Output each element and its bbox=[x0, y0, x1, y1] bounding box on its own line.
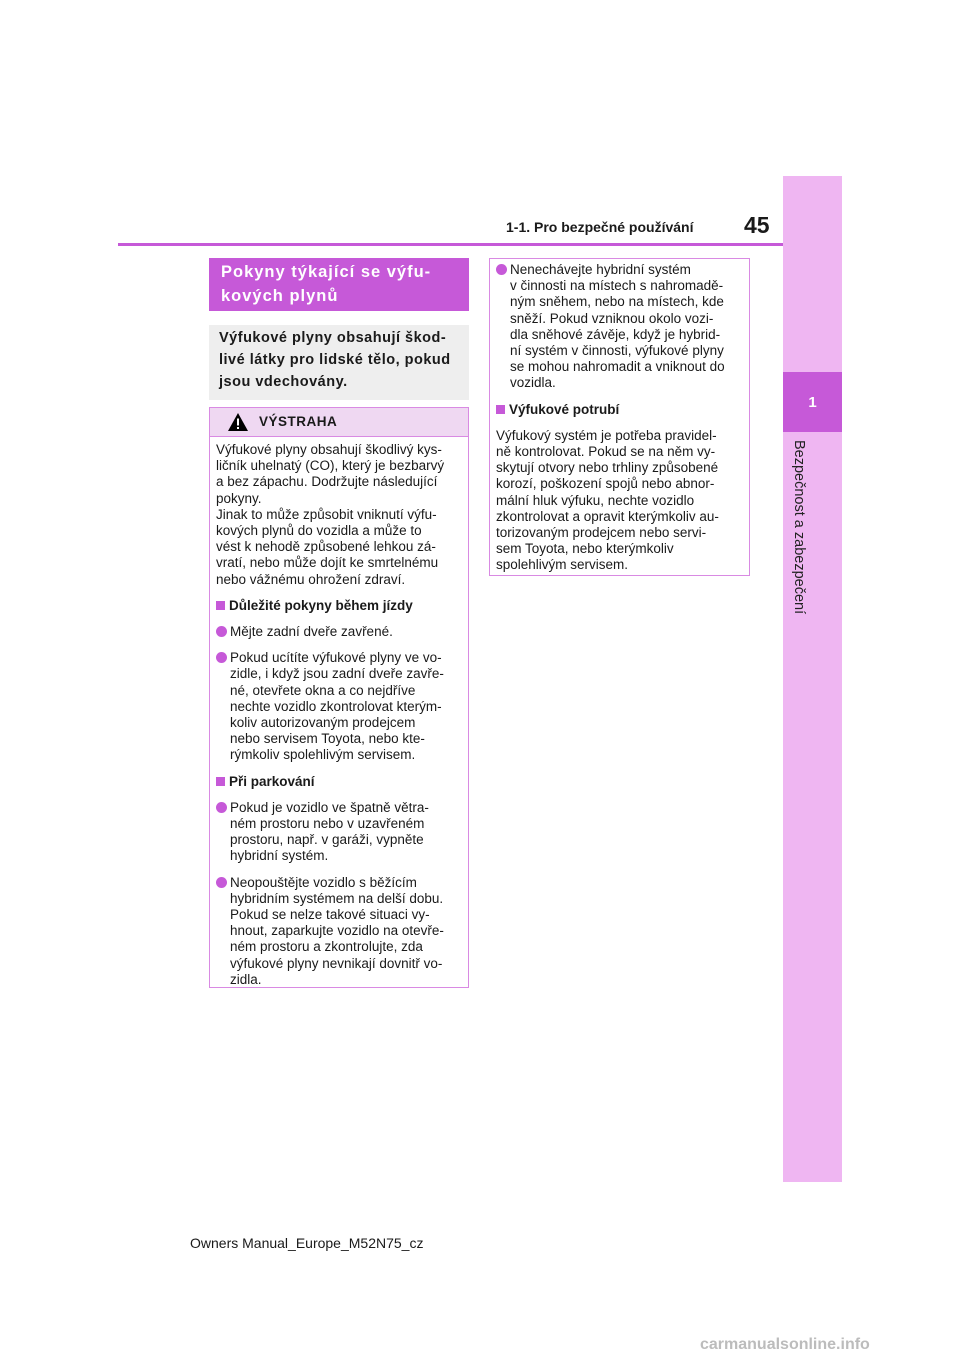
section-title: 1-1. Pro bezpečné používání bbox=[506, 219, 694, 235]
text-line: ně kontrolovat. Pokud se na něm vy- bbox=[496, 444, 716, 460]
text-line: sem Toyota, nebo kterýmkoliv bbox=[496, 541, 674, 557]
warning-body bbox=[210, 437, 468, 988]
text-line: rýmkoliv spolehlivým servisem. bbox=[230, 747, 416, 763]
text-line: Pokud je vozidlo ve špatně větra- bbox=[230, 799, 429, 815]
text-line: Mějte zadní dveře zavřené. bbox=[230, 624, 393, 640]
topic-heading-line: kových plynů bbox=[221, 287, 339, 305]
text-line: kových plynů do vozidla a může to bbox=[216, 523, 422, 539]
text-line: pokyny. bbox=[216, 490, 262, 506]
warning-header bbox=[210, 408, 468, 437]
bullet-text bbox=[230, 650, 462, 763]
warning-triangle-icon bbox=[227, 412, 249, 432]
parking-heading bbox=[216, 774, 462, 790]
exhaust-text bbox=[496, 428, 743, 574]
bullet-text bbox=[230, 624, 462, 640]
summary-line: jsou vdechovány. bbox=[219, 374, 348, 390]
text-line: hybridní systém. bbox=[230, 848, 329, 864]
text-line: ném prostoru nebo v uzavřeném bbox=[230, 816, 425, 832]
driving-heading-text: Důležité pokyny během jízdy bbox=[229, 597, 413, 613]
text-line: vozidla. bbox=[510, 375, 556, 391]
text-line: torizovaným prodejcem nebo servi- bbox=[496, 525, 707, 541]
list-item bbox=[496, 262, 743, 392]
page-number: 45 bbox=[744, 212, 770, 238]
text-line: mální hluk výfuku, nechte vozidlo bbox=[496, 492, 695, 508]
bullet-text bbox=[510, 262, 743, 392]
text-line: né, otevřete okna a co nejdříve bbox=[230, 682, 416, 698]
chapter-number: 1 bbox=[783, 372, 842, 432]
square-bullet-icon bbox=[216, 777, 225, 786]
text-line: ném prostoru a zkontrolujte, zda bbox=[230, 939, 423, 955]
list-item bbox=[216, 624, 462, 640]
warning-continuation-box bbox=[489, 258, 750, 576]
text-line: vratí, nebo může dojít ke smrtelnému bbox=[216, 555, 439, 571]
round-bullet-icon bbox=[216, 652, 227, 663]
text-line: a bez zápachu. Dodržujte následující bbox=[216, 474, 438, 490]
warning-title: VÝSTRAHA bbox=[259, 414, 338, 429]
parking-heading-text: Při parkování bbox=[229, 773, 315, 789]
text-line: Neopouštějte vozidlo s běžícím bbox=[230, 874, 417, 890]
round-bullet-icon bbox=[216, 802, 227, 813]
text-line: koliv autorizovaným prodejcem bbox=[230, 715, 416, 731]
text-line: zidle, i když jsou zadní dveře zavře- bbox=[230, 666, 444, 682]
summary-line: Výfukové plyny obsahují škod- bbox=[219, 330, 447, 346]
bullet-text bbox=[230, 800, 462, 865]
text-line: nebo servisem Toyota, nebo kte- bbox=[230, 731, 425, 747]
text-line: se mohou nahromadit a vniknout do bbox=[510, 359, 725, 375]
list-item bbox=[216, 875, 462, 988]
topic-summary bbox=[209, 325, 469, 400]
text-line: prostoru, např. v garáži, vypněte bbox=[230, 832, 424, 848]
header-rule bbox=[118, 243, 783, 246]
topic-heading-line: Pokyny týkající se výfu- bbox=[221, 263, 432, 281]
list-item bbox=[216, 650, 462, 763]
bullet-text bbox=[230, 875, 462, 988]
text-line: nechte vozidlo zkontrolovat kterým- bbox=[230, 698, 442, 714]
watermark: carmanualsonline.info bbox=[700, 1336, 870, 1353]
exhaust-heading-text: Výfukové potrubí bbox=[509, 401, 620, 417]
text-line: výfukové plyny nevnikají dovnitř vo- bbox=[230, 955, 443, 971]
warning-intro bbox=[216, 442, 462, 588]
text-line: Pokud ucítíte výfukové plyny ve vo- bbox=[230, 650, 442, 666]
square-bullet-icon bbox=[496, 405, 505, 414]
round-bullet-icon bbox=[216, 626, 227, 637]
text-line: ličník uhelnatý (CO), který je bezbarvý bbox=[216, 458, 445, 474]
text-line: Pokud se nelze takové situaci vy- bbox=[230, 907, 430, 923]
chapter-side-tab bbox=[783, 176, 842, 1182]
warning-box bbox=[209, 407, 469, 988]
driving-heading bbox=[216, 598, 462, 614]
round-bullet-icon bbox=[216, 877, 227, 888]
text-line: skytují otvory nebo trhliny způsobené bbox=[496, 460, 719, 476]
text-line: dla sněhové závěje, když je hybrid- bbox=[510, 326, 721, 342]
chapter-title: Bezpečnost a zabezpečení bbox=[791, 440, 807, 615]
round-bullet-icon bbox=[496, 264, 507, 275]
exhaust-heading bbox=[496, 402, 743, 418]
text-line: Nenechávejte hybridní systém bbox=[510, 262, 691, 277]
text-line: nebo vážnému ohrožení zdraví. bbox=[216, 571, 406, 587]
text-line: ní systém v činnosti, výfukové plyny bbox=[510, 343, 724, 359]
text-line: Výfukový systém je potřeba pravidel- bbox=[496, 427, 717, 443]
text-line: zidla. bbox=[230, 971, 262, 987]
text-line: spolehlivým servisem. bbox=[496, 557, 629, 573]
list-item bbox=[216, 800, 462, 865]
text-line: hnout, zaparkujte vozidlo na otevře- bbox=[230, 923, 444, 939]
text-line: hybridním systémem na delší dobu. bbox=[230, 890, 444, 906]
continuation-body bbox=[490, 259, 749, 574]
text-line: vést k nehodě způsobené lehkou zá- bbox=[216, 539, 436, 555]
text-line: Jinak to může způsobit vniknutí výfu- bbox=[216, 506, 437, 522]
square-bullet-icon bbox=[216, 601, 225, 610]
manual-id: Owners Manual_Europe_M52N75_cz bbox=[190, 1235, 424, 1251]
text-line: zkontrolovat a opravit kterýmkoliv au- bbox=[496, 508, 719, 524]
topic-heading bbox=[209, 258, 469, 311]
text-line: Výfukové plyny obsahují škodlivý kys- bbox=[216, 442, 442, 457]
summary-line: livé látky pro lidské tělo, pokud bbox=[219, 352, 451, 368]
text-line: sněží. Pokud vzniknou okolo vozi- bbox=[510, 310, 714, 326]
text-line: korozí, poškození spojů nebo abnor- bbox=[496, 476, 715, 492]
text-line: ným sněhem, nebo na místech, kde bbox=[510, 294, 724, 310]
text-line: v činnosti na místech s nahromadě- bbox=[510, 278, 724, 294]
